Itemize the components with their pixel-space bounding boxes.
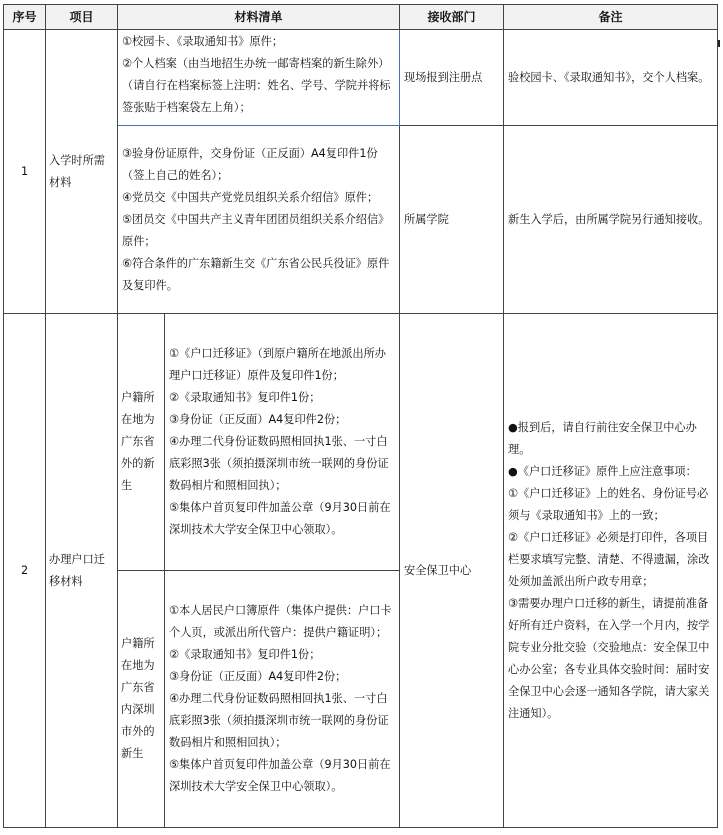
material-line: ③身份证（正反面）A4复印件2份； xyxy=(169,413,347,426)
row-2-no: 2 xyxy=(4,314,46,828)
row-2-subgroup-2-label: 户籍所在地为广东省内深圳市外的新生 xyxy=(118,571,165,828)
row-2-notes xyxy=(504,314,718,828)
row-2-dept: 安全保卫中心 xyxy=(400,314,504,828)
material-line: ④党员交《中国共产党党员组织关系介绍信》原件； xyxy=(122,190,379,204)
row-1-group-2-dept: 所属学院 xyxy=(400,126,504,314)
material-line: ②《录取通知书》复印件1份； xyxy=(169,391,321,404)
note-line: ②《户口迁移证》必须是打印件，各项目栏要求填写完整、清楚、不得遗漏，涂改处须加盖派出所户政专用章； xyxy=(508,530,710,588)
material-line: ④办理二代身份证数码照相回执1张、一寸白底彩照3张（须拍摄深圳市统一联网的身份证数码相片和照相回执）； xyxy=(169,692,389,749)
material-line: ⑤集体户首页复印件加盖公章（9月30日前在深圳技术大学安全保卫中心领取）。 xyxy=(169,501,391,536)
row-2-subgroup-2-materials xyxy=(165,571,400,828)
note-line: ③需要办理户口迁移的新生，请提前准备好所有迁户资料，在入学一个月内，按学院专业分批交验（交验地点：安全保卫中心办公室；各专业具体交验时间：届时安全保卫中心会逐一通知各学院，请大家关注通知）。 xyxy=(508,596,710,720)
note-line: ①《户口迁移证》上的姓名、身份证号必须与《录取通知书》上的一致； xyxy=(508,486,709,522)
material-line: ⑥符合条件的广东籍新生交《广东省公民兵役证》原件及复印件。 xyxy=(122,256,390,292)
row-1-group-2-materials xyxy=(118,126,400,314)
row-1-group-1-notes: 验校园卡、《录取通知书》，交个人档案。 xyxy=(504,30,718,126)
note-line: ●《户口迁移证》原件上应注意事项： xyxy=(508,464,697,478)
scrollbar-indicator[interactable] xyxy=(718,40,720,47)
material-line: ①校园卡、《录取通知书》原件； xyxy=(122,35,284,48)
row-1-no: 1 xyxy=(4,30,46,314)
table-row xyxy=(4,314,718,571)
note-line: ●报到后，请自行前往安全保卫中心办理。 xyxy=(508,420,697,456)
material-line: ①《户口迁移证》（到原户籍所在地派出所办理户口迁移证）原件及复印件1份； xyxy=(169,347,386,382)
admission-materials-table xyxy=(3,4,718,828)
header-item: 项目 xyxy=(46,5,118,30)
material-line: ①本人居民户口簿原件（集体户提供：户口卡个人页，或派出所代管户：提供户籍证明）； xyxy=(169,604,392,639)
row-1-group-2-notes: 新生入学后，由所属学院另行通知接收。 xyxy=(504,126,718,314)
header-dept: 接收部门 xyxy=(400,5,504,30)
header-notes: 备注 xyxy=(504,5,718,30)
row-1-group-1-dept: 现场报到注册点 xyxy=(400,30,504,126)
header-no: 序号 xyxy=(4,5,46,30)
row-2-subgroup-1-materials xyxy=(165,314,400,571)
material-line: ⑤集体户首页复印件加盖公章（9月30日前在深圳技术大学安全保卫中心领取）。 xyxy=(169,758,391,793)
material-line: ③验身份证原件，交身份证（正反面）A4复印件1份（签上自己的姓名）； xyxy=(122,146,378,182)
header-materials: 材料清单 xyxy=(118,5,400,30)
material-line: ②《录取通知书》复印件1份； xyxy=(169,648,321,661)
material-line: ⑤团员交《中国共产主义青年团团员组织关系介绍信》原件； xyxy=(122,212,390,248)
table-row xyxy=(4,30,718,126)
material-line: ④办理二代身份证数码照相回执1张、一寸白底彩照3张（须拍摄深圳市统一联网的身份证数码相片和照相回执）； xyxy=(169,435,389,492)
row-2-item: 办理户口迁移材料 xyxy=(46,314,118,828)
row-1-group-1-materials xyxy=(118,30,400,126)
row-2-subgroup-1-label: 户籍所在地为广东省外的新生 xyxy=(118,314,165,571)
material-line: ③身份证（正反面）A4复印件2份； xyxy=(169,670,347,683)
material-line: ②个人档案（由当地招生办统一邮寄档案的新生除外）（请自行在档案标签上注明：姓名、学号、学院并将标签张贴于档案袋左上角）； xyxy=(122,57,391,114)
row-1-item: 入学时所需材料 xyxy=(46,30,118,314)
table-header-row xyxy=(4,5,718,30)
